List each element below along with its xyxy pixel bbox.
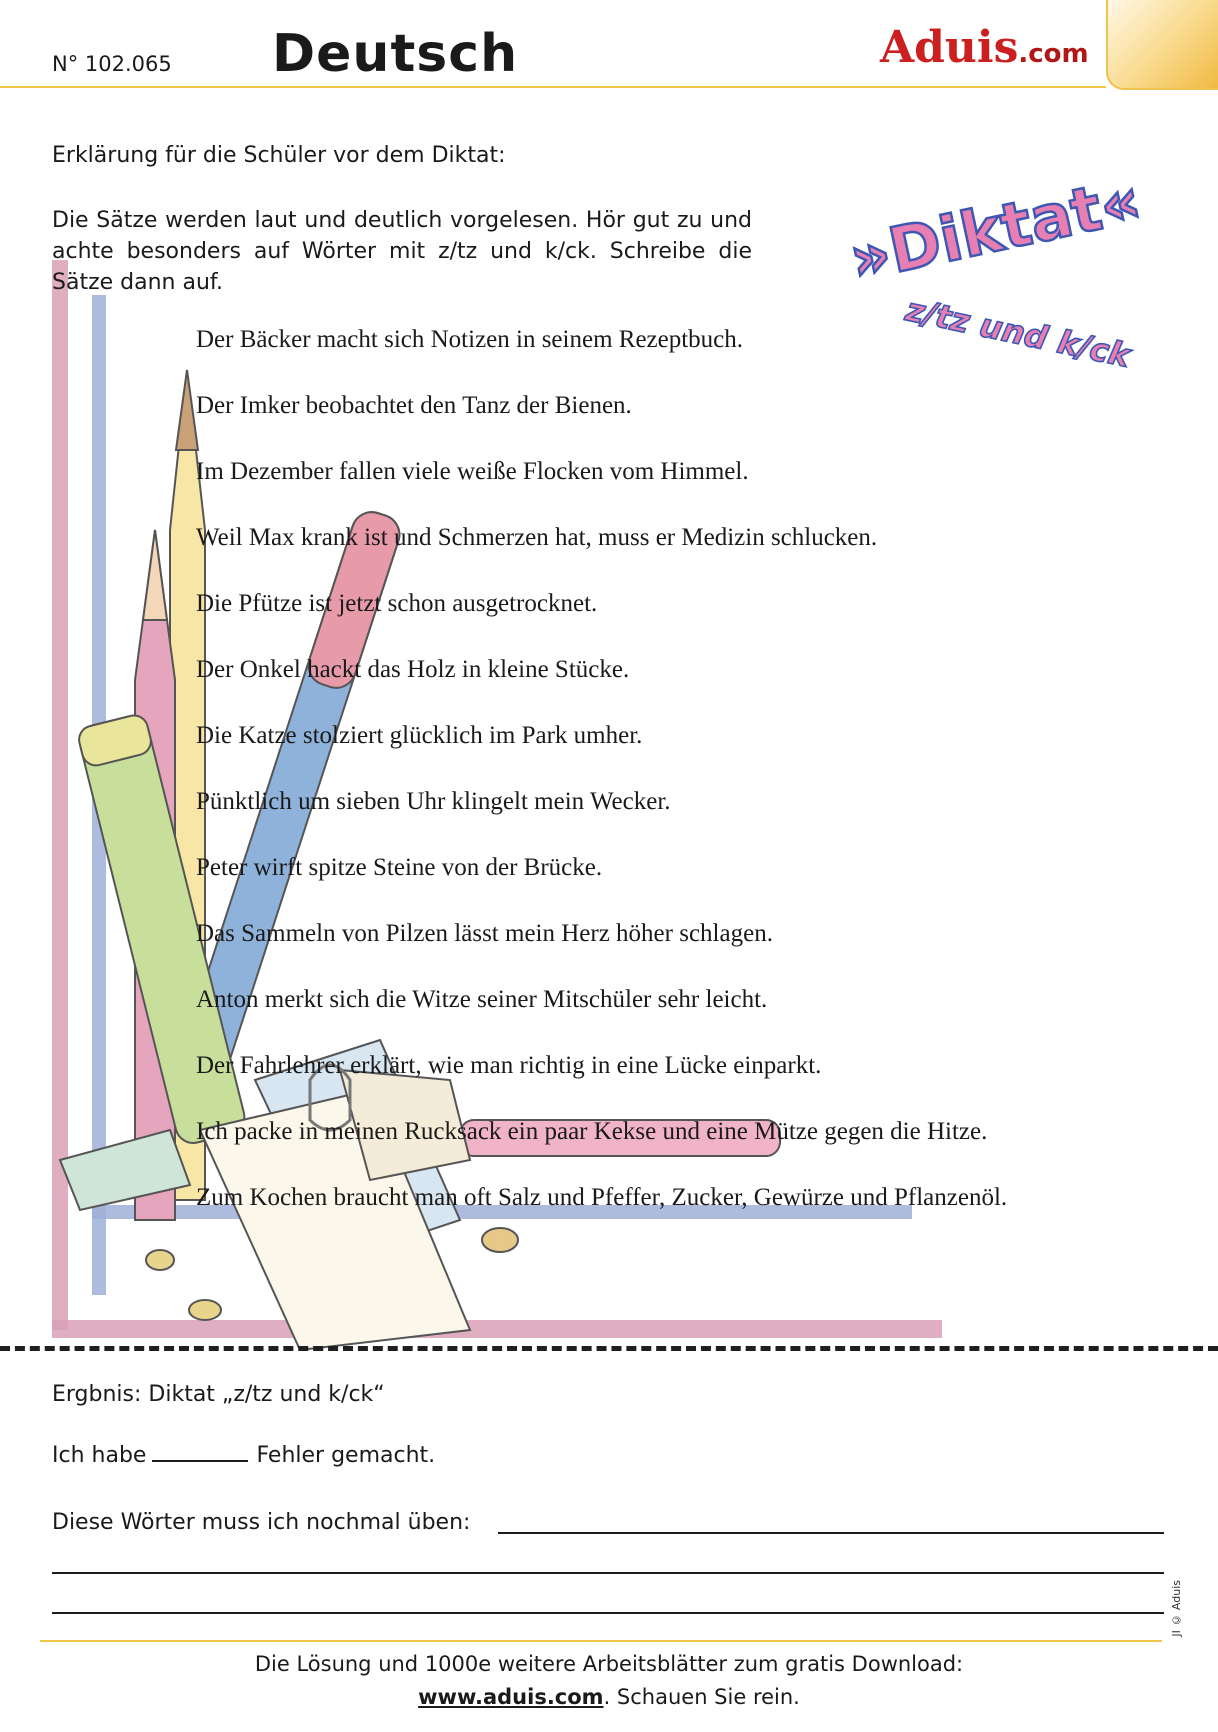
footer-line-2 [0, 1681, 1218, 1714]
errors-prefix: Ich habe [52, 1443, 147, 1468]
author-credit [1170, 1580, 1183, 1637]
sentence-item: Weil Max krank ist und Schmerzen hat, muss er Medizin schlucken. [196, 524, 878, 551]
sentence-item: Das Sammeln von Pilzen lässt mein Herz höher schlagen. [196, 920, 773, 947]
document-number: N° 102.065 [52, 52, 172, 76]
errors-line [52, 1440, 435, 1468]
dictation-sentences [196, 322, 1196, 1246]
sentence-item: Die Katze stolziert glücklich im Park umher. [196, 722, 643, 749]
sentence-item: Im Dezember fallen viele weiße Flocken vom Himmel. [196, 458, 749, 485]
practice-write-line[interactable] [52, 1572, 1164, 1574]
footer-line-2-suffix: . Schauen Sie rein. [603, 1685, 800, 1709]
page-title: Deutsch [272, 24, 519, 84]
logo-brand: Aduis [880, 22, 1019, 73]
sentence-item: Anton merkt sich die Witze seiner Mitschüler sehr leicht. [196, 986, 768, 1013]
practice-write-line[interactable] [52, 1612, 1164, 1614]
footer-line-1: Die Lösung und 1000e weitere Arbeitsblätter zum gratis Download: [254, 1652, 964, 1676]
practice-label: Diese Wörter muss ich nochmal üben: [52, 1510, 471, 1535]
errors-suffix: Fehler gemacht. [256, 1443, 436, 1468]
stamp-word: »Diktat« [843, 162, 1148, 296]
stamp-topic: z/tz und k/ck [902, 290, 1134, 375]
sentence-item: Der Onkel hackt das Holz in kleine Stücke. [196, 656, 630, 683]
sentence-item: Ich packe in meinen Rucksack ein paar Kekse und eine Mütze gegen die Hitze. [196, 1118, 988, 1145]
aduis-logo[interactable] [880, 22, 1089, 73]
footer-link[interactable]: www.aduis.com [418, 1685, 604, 1709]
intro-title: Erklärung für die Schüler vor dem Diktat: [52, 143, 506, 168]
footer [0, 1648, 1218, 1714]
sentence-item: Pünktlich um sieben Uhr klingelt mein Wecker. [196, 788, 671, 815]
page-corner-decoration [1106, 0, 1218, 90]
footer-divider [40, 1640, 1162, 1642]
result-title: Ergbnis: Diktat „z/tz und k/ck“ [52, 1382, 385, 1407]
credit-initials: JI [1170, 1630, 1183, 1637]
sentence-item: Der Fahrlehrer erklärt, wie man richtig in eine Lücke einparkt. [196, 1052, 822, 1079]
header-divider [0, 86, 1106, 88]
practice-write-line[interactable] [498, 1532, 1164, 1534]
credit-copyright: © Aduis [1170, 1580, 1183, 1627]
sentence-item: Die Pfütze ist jetzt schon ausgetrocknet. [196, 590, 598, 617]
intro-text: Die Sätze werden laut und deutlich vorgelesen. Hör gut zu und achte besonders auf Wörter mit z/tz und k/ck. Schreibe die Sätze dann auf. [52, 208, 752, 295]
sentence-item: Der Bäcker macht sich Notizen in seinem Rezeptbuch. [196, 326, 744, 353]
cut-line [0, 1346, 1218, 1351]
sentence-item: Der Imker beobachtet den Tanz der Bienen. [196, 392, 632, 419]
errors-count-blank[interactable] [152, 1440, 248, 1462]
sentence-item: Zum Kochen braucht man oft Salz und Pfeffer, Zucker, Gewürze und Pflanzenöl. [196, 1184, 1008, 1211]
logo-tld: .com [1018, 39, 1089, 69]
sentence-item: Peter wirft spitze Steine von der Brücke. [196, 854, 603, 881]
